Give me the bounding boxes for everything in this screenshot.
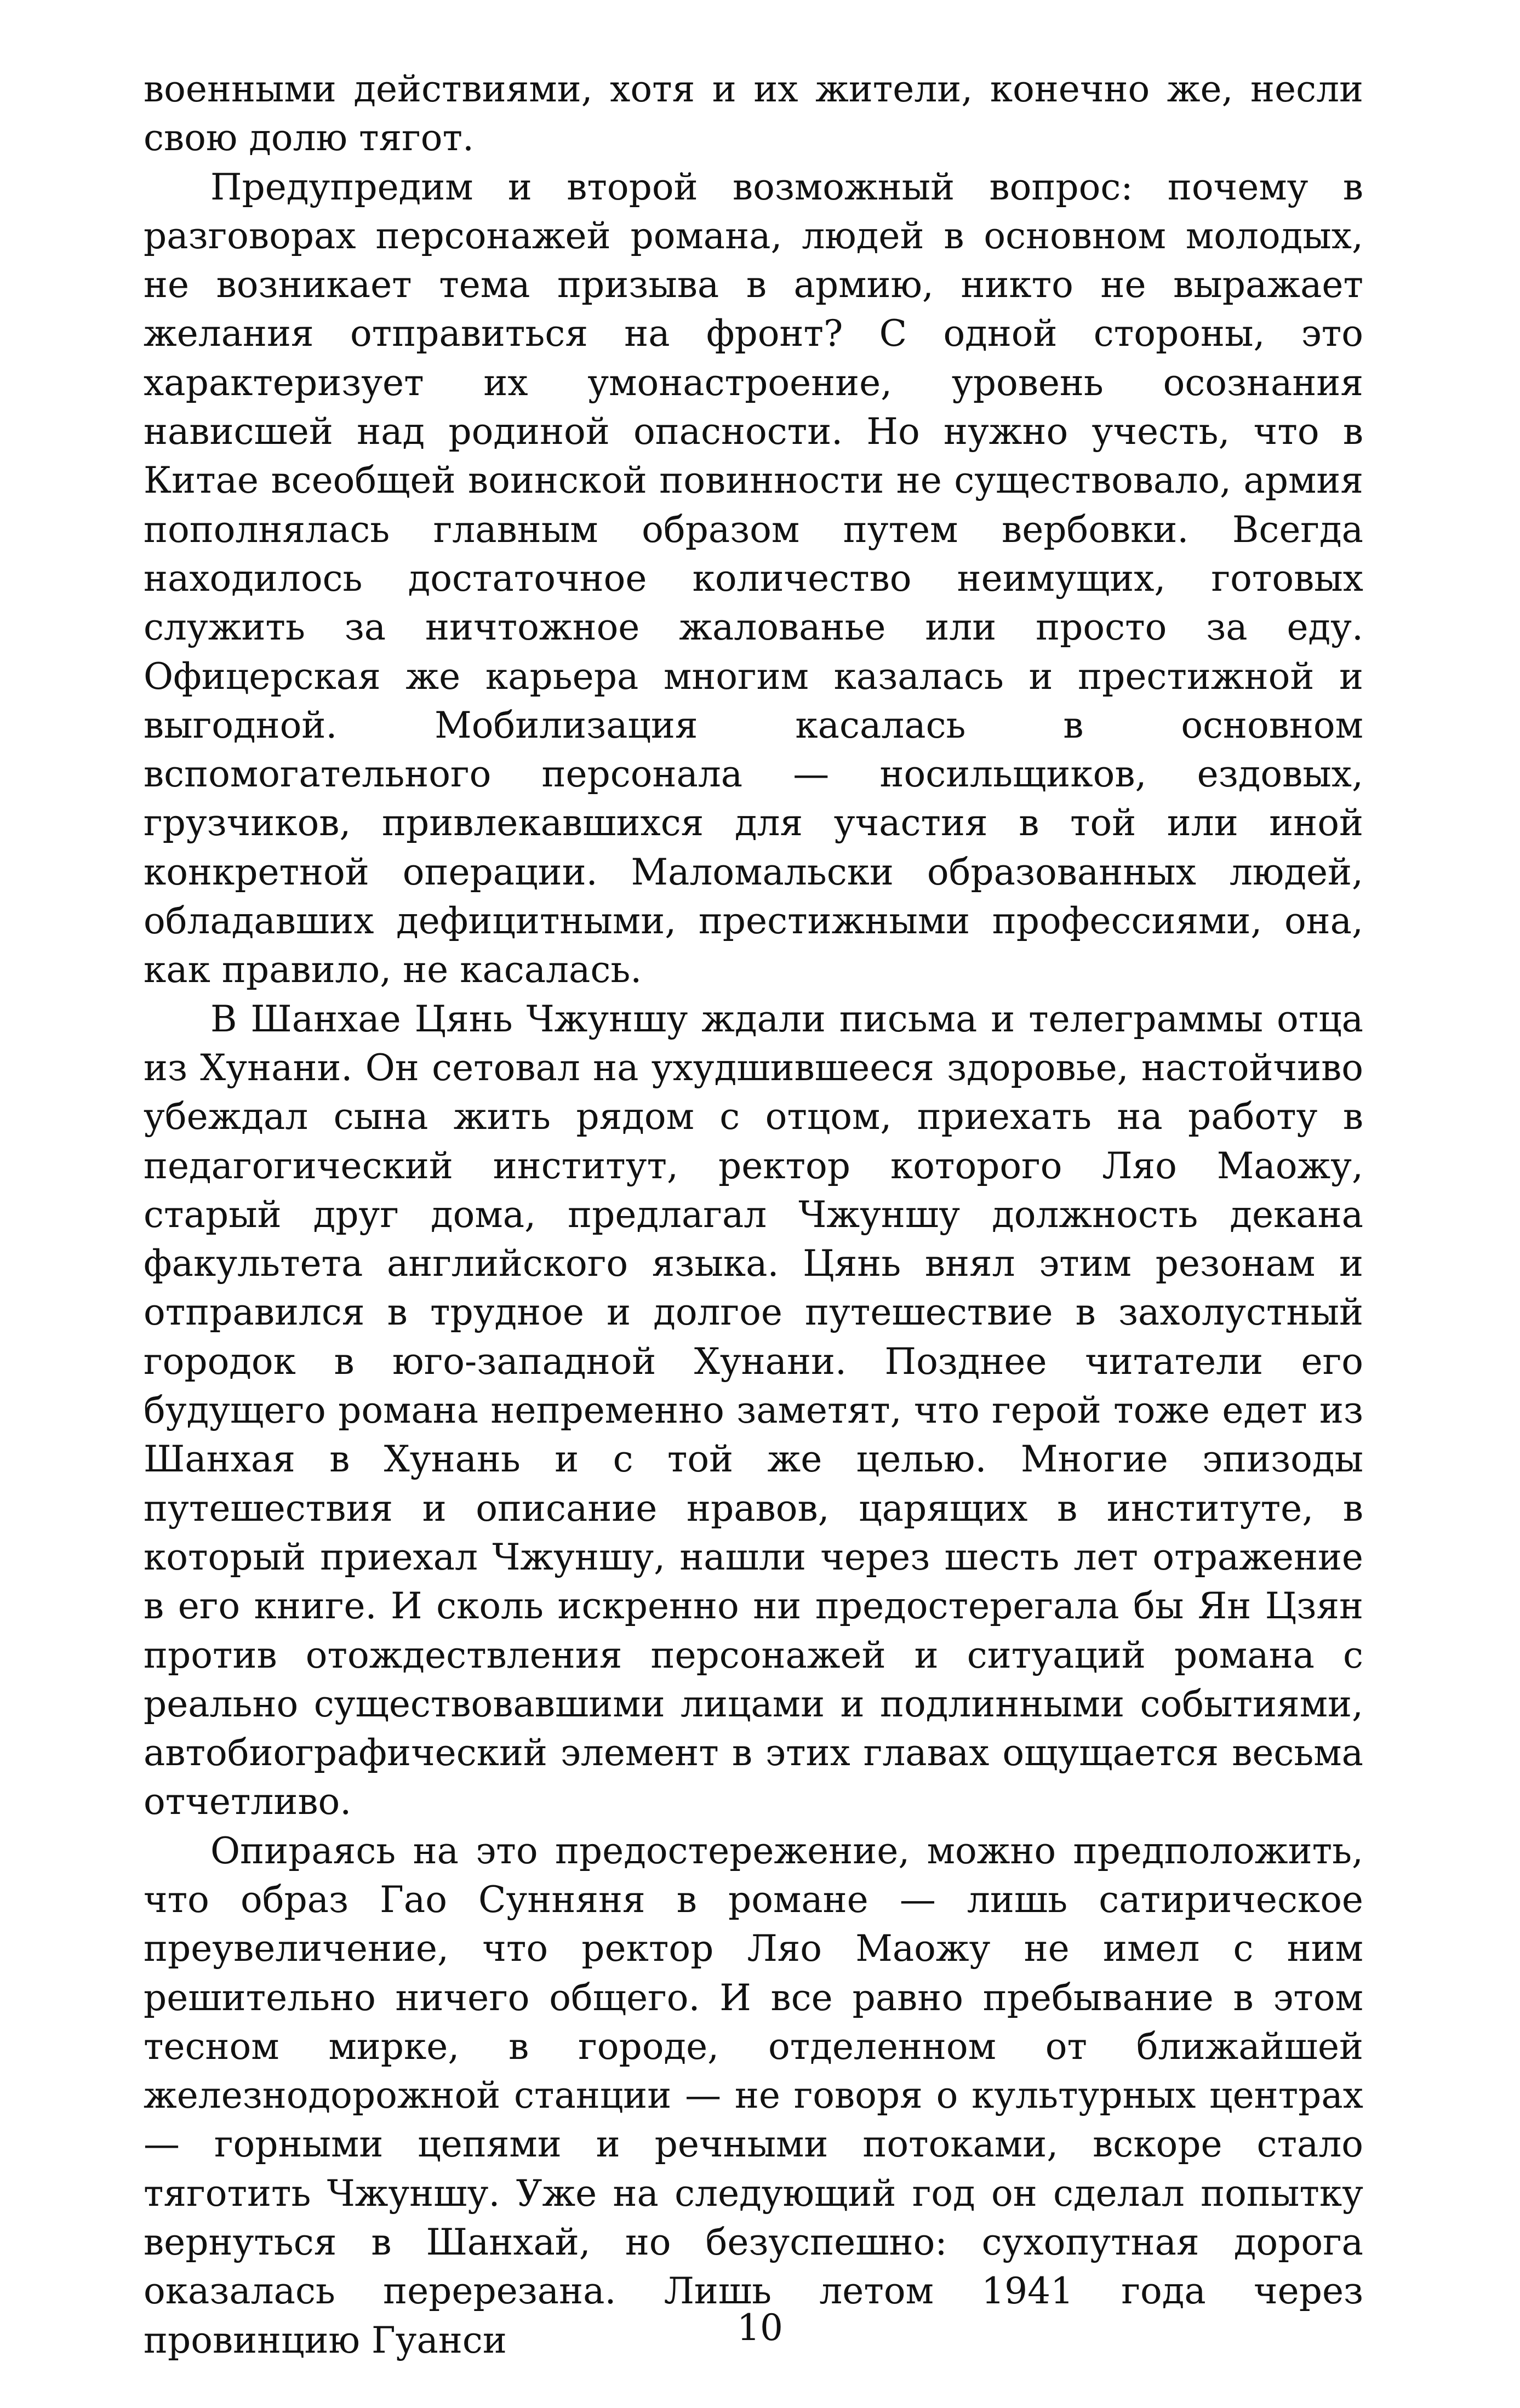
paragraph-3: В Шанхае Цянь Чжуншу ждали письма и телеграммы отца из Хунани. Он сетовал на ухудшившееся здоровье, настойчиво убеждал сына жить рядом с отцом, приехать на работу в педагогический институт, ректор которого Ляо Маожу, старый друг дома, предлагал Чжуншу должность декана факультета английского языка. Цянь внял этим резонам и отправился в трудное и долгое путешествие в захолустный городок в юго-западной Хунани. Позднее читатели его будущего романа непременно заметят, что герой тоже едет из Шанхая в Хунань и с той же целью. Многие эпизоды путешествия и описание нравов, царящих в институте, в который приехал Чжуншу, нашли через шесть лет отражение в его книге. И сколь искренно ни предостерегала бы Ян Цзян против отождествления персонажей и ситуаций романа с реально существовавшими лицами и подлинными событиями, автобиографический элемент в этих главах ощущается весьма отчетливо. (144, 997, 1363, 1823)
paragraph-4: Опираясь на это предостережение, можно предположить, что образ Гао Сунняня в романе — лишь сатирическое преувеличение, что ректор Ляо Маожу не имел с ним решительно ничего общего. И все равно пребывание в этом тесном мирке, в городе, отделенном от ближайшей железнодорожной станции — не говоря о культурных центрах — горными цепями и речными потоками, вскоре стало тяготить Чжуншу. Уже на следующий год он сделал попытку вернуться в Шанхай, но безуспешно: сухопутная дорога оказалась перерезана. Лишь летом 1941 года через провинцию Гуанси (144, 1829, 1363, 2361)
paragraph-2: Предупредим и второй возможный вопрос: почему в разговорах персонажей романа, людей в основном молодых, не возникает тема призыва в армию, никто не выражает желания отправиться на фронт? С одной стороны, это характеризует их умонастроение, уровень осознания нависшей над родиной опасности. Но нужно учесть, что в Китае всеобщей воинской повинности не существовало, армия пополнялась главным образом путем вербовки. Всегда находилось достаточное количество неимущих, готовых служить за ничтожное жалованье или просто за еду. Офицерская же карьера многим казалась и престижной и выгодной. Мобилизация касалась в основном вспомогательного персонала — носильщиков, ездовых, грузчиков, привлекавшихся для участия в той или иной конкретной операции. Маломальски образованных людей, обладавших дефицитными, престижными профессиями, она, как правило, не касалась. (144, 166, 1363, 991)
page-number: 10 (737, 2307, 783, 2349)
paragraph-1: военными действиями, хотя и их жители, конечно же, несли свою долю тягот. (144, 68, 1363, 159)
page-body (144, 65, 1363, 2365)
